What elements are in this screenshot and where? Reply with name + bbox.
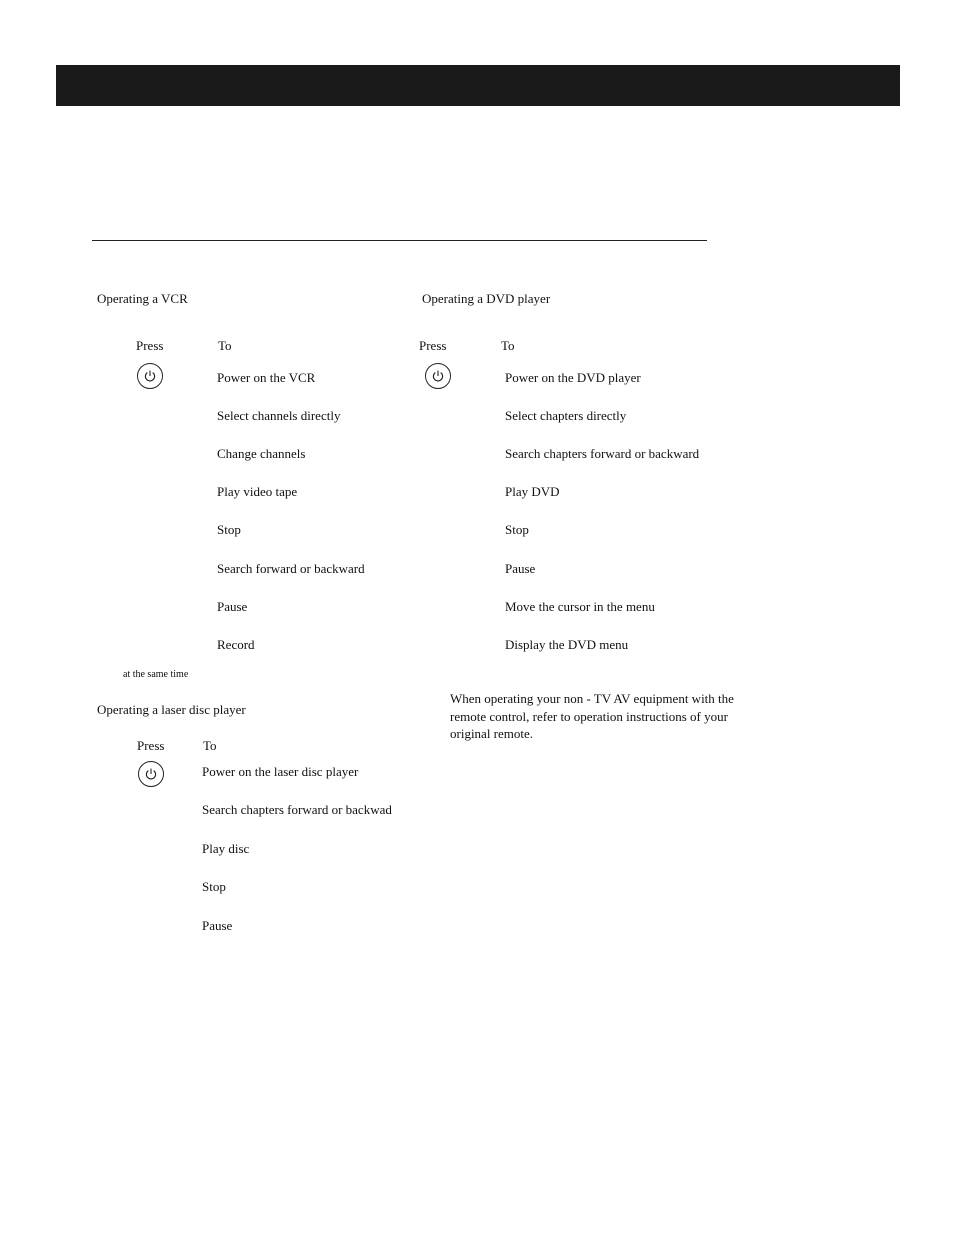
vcr-power-button-icon <box>137 363 163 389</box>
vcr-row-2: Select channels directly <box>217 408 341 423</box>
laser-section-title: Operating a laser disc player <box>97 702 246 717</box>
laser-press-header: Press <box>137 738 165 753</box>
laser-power-button-icon <box>138 761 164 787</box>
vcr-footnote: at the same time <box>123 669 189 680</box>
laser-row-2: Search chapters forward or backwad <box>202 802 392 817</box>
vcr-row-8: Record <box>217 637 255 652</box>
vcr-row-6: Search forward or backward <box>217 561 365 576</box>
header-bar <box>56 65 900 106</box>
dvd-section-title: Operating a DVD player <box>422 291 551 306</box>
dvd-row-6: Pause <box>505 561 536 576</box>
dvd-row-4: Play DVD <box>505 484 560 499</box>
laser-row-1: Power on the laser disc player <box>202 764 359 779</box>
vcr-row-3: Change channels <box>217 446 306 461</box>
vcr-row-7: Pause <box>217 599 248 614</box>
dvd-power-button-icon <box>425 363 451 389</box>
power-icon <box>143 369 157 383</box>
vcr-press-header: Press <box>136 338 164 353</box>
laser-to-header: To <box>203 738 217 753</box>
dvd-press-header: Press <box>419 338 447 353</box>
vcr-row-4: Play video tape <box>217 484 298 499</box>
vcr-row-1: Power on the VCR <box>217 370 316 385</box>
power-icon <box>144 767 158 781</box>
power-icon <box>431 369 445 383</box>
vcr-row-5: Stop <box>217 522 241 537</box>
vcr-to-header: To <box>218 338 232 353</box>
dvd-row-3: Search chapters forward or backward <box>505 446 700 461</box>
operation-note: When operating your non - TV AV equipment with the remote control, refer to operation instructions of your original remote. <box>450 691 734 741</box>
dvd-row-1: Power on the DVD player <box>505 370 641 385</box>
section-divider <box>92 240 707 241</box>
dvd-row-8: Display the DVD menu <box>505 637 629 652</box>
laser-row-5: Pause <box>202 918 233 933</box>
laser-row-3: Play disc <box>202 841 250 856</box>
dvd-row-7: Move the cursor in the menu <box>505 599 655 614</box>
laser-row-4: Stop <box>202 879 226 894</box>
vcr-section-title: Operating a VCR <box>97 291 188 306</box>
dvd-row-2: Select chapters directly <box>505 408 627 423</box>
dvd-row-5: Stop <box>505 522 529 537</box>
dvd-to-header: To <box>501 338 515 353</box>
